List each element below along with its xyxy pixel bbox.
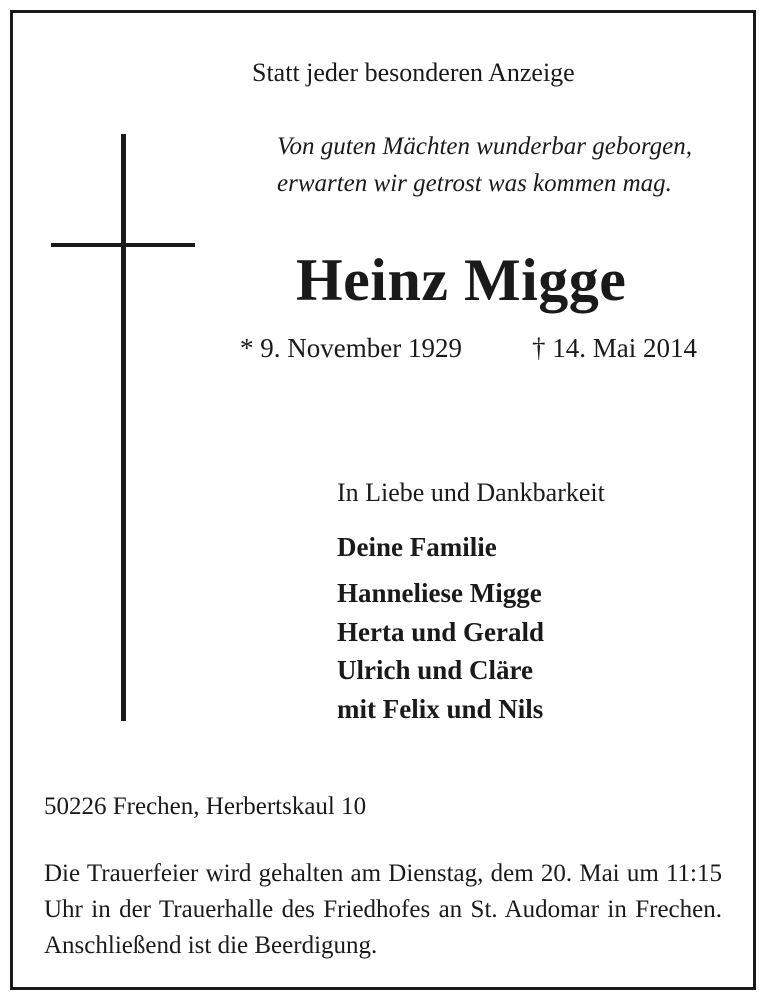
cross-vertical-bar <box>121 134 126 721</box>
notice-header: Statt jeder besonderen Anzeige <box>252 58 575 87</box>
family-line: mit Felix und Nils <box>337 694 544 724</box>
birth-date: * 9. November 1929 <box>240 333 462 363</box>
family-line: Deine Familie <box>337 532 497 562</box>
closing-phrase: In Liebe und Dankbarkeit <box>337 478 605 507</box>
cross-horizontal-bar <box>51 243 195 247</box>
family-line: Herta und Gerald <box>337 617 544 647</box>
family-line: Ulrich und Cläre <box>337 655 534 685</box>
quote-line-1: Von guten Mächten wunderbar geborgen, <box>277 133 692 160</box>
deceased-name: Heinz Migge <box>296 247 627 313</box>
family-line: Hanneliese Migge <box>337 578 542 608</box>
ceremony-info: Die Trauerfeier wird gehalten am Dienstag, dem 20. Mai um 11:15 Uhr in der Trauerhalle des Friedhofes an St. Audomar in Frechen. Anschließend ist die Beerdigung. <box>44 860 722 959</box>
death-date: † 14. Mai 2014 <box>532 333 697 363</box>
quote-line-2: erwarten wir getrost was kommen mag. <box>277 170 672 197</box>
address: 50226 Frechen, Herbertskaul 10 <box>44 793 367 820</box>
